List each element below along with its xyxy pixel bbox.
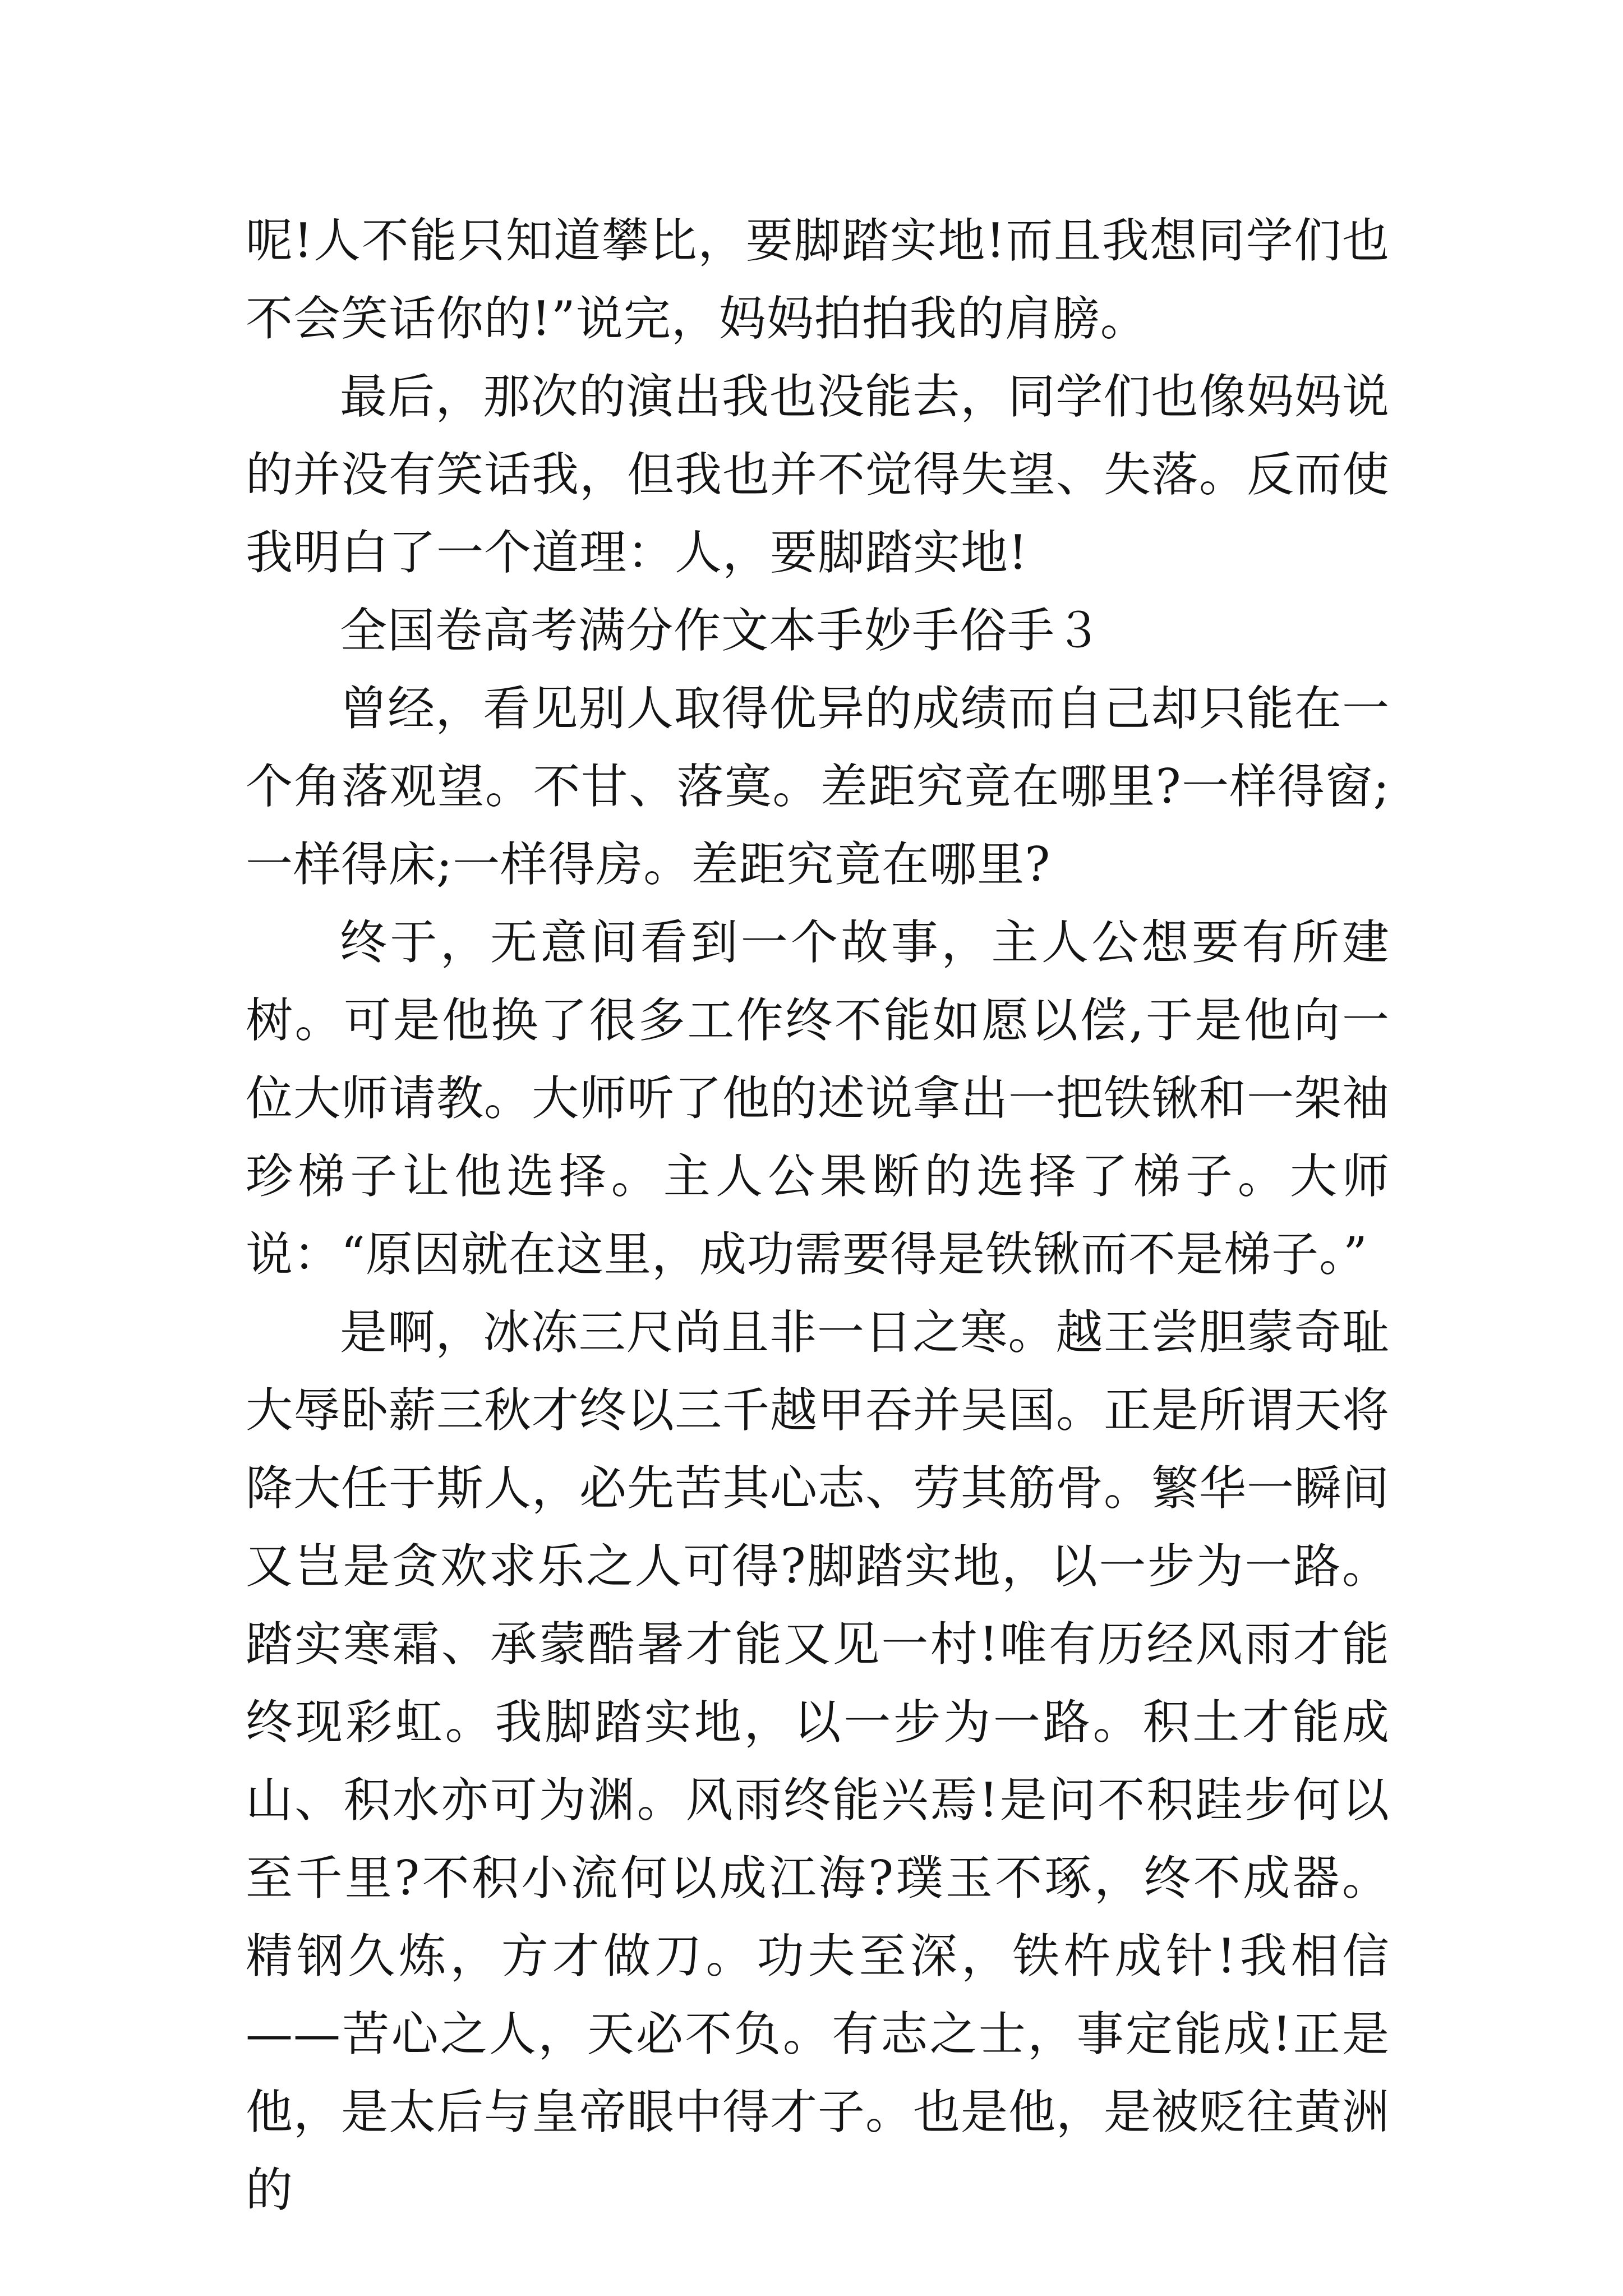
essay-heading: 全国卷高考满分作文本手妙手俗手３ (340, 603, 1103, 658)
paragraph-ending: 最后，那次的演出我也没能去，同学们也像妈妈说的并没有笑话我，但我也并不觉得失望、失落。反而使我明白了一个道理：人，要脚踏实地! (246, 369, 1390, 580)
body-text (246, 202, 1390, 2229)
paragraph-reflection: 是啊，冰冻三尺尚且非一日之寒。越王尝胆蒙奇耻大辱卧薪三秋才终以三千越甲吞并吴国。正是所谓天将降大任于斯人，必先苦其心志、劳其筋骨。繁华一瞬间又岂是贪欢求乐之人可得?脚踏实地，以一步为一路。踏实寒霜、承蒙酷暑才能又见一村!唯有历经风雨才能终现彩虹。我脚踏实地，以一步为一路。积土才能成山、积水亦可为渊。风雨终能兴焉!是问不积跬步何以至千里?不积小流何以成江海?璞玉不琢，终不成器。精钢久炼，方才做刀。功夫至深，铁杵成针!我相信——苦心之人，天必不负。有志之士，事定能成!正是他，是太后与皇帝眼中得才子。也是他，是被贬往黄洲的 (246, 1305, 1390, 2217)
paragraph-continuation: 呢!人不能只知道攀比，要脚踏实地!而且我想同学们也不会笑话你的!”说完，妈妈拍拍我的肩膀。 (246, 213, 1390, 346)
paragraph-opening: 曾经，看见别人取得优异的成绩而自己却只能在一个角落观望。不甘、落寞。差距究竟在哪里?一样得窗;一样得床;一样得房。差距究竟在哪里? (246, 681, 1390, 892)
paragraph-story: 终于，无意间看到一个故事，主人公想要有所建树。可是他换了很多工作终不能如愿以偿,于是他向一位大师请教。大师听了他的述说拿出一把铁锹和一架袖珍梯子让他选择。主人公果断的选择了梯子。大师说：“原因就在这里，成功需要得是铁锹而不是梯子。” (246, 915, 1390, 1282)
